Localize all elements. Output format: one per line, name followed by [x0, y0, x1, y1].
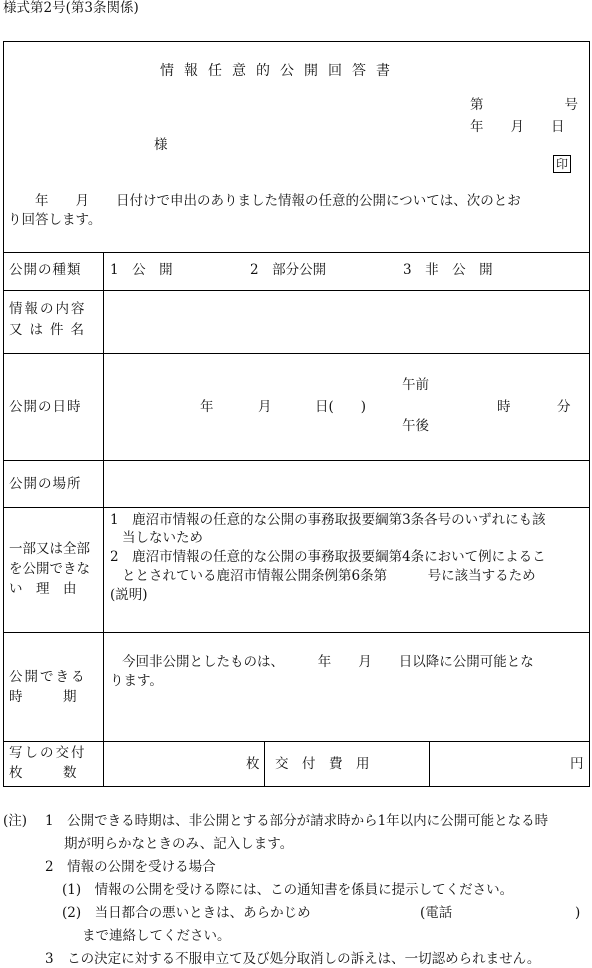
note-2-2-phone: (電話 — [420, 905, 453, 921]
note-3: 3 この決定に対する不服申立て及び処分取消しの訴えは、一切認められません。 — [45, 951, 541, 967]
reason-line1: 1 鹿沼市情報の任意的な公開の事務取扱要綱第3条各号のいずれにも該 — [110, 512, 546, 528]
row-label-datetime: 公開の日時 — [9, 399, 82, 415]
row-label-reason-1: 一部又は全部 — [9, 541, 90, 557]
row-label-place: 公開の場所 — [9, 476, 82, 492]
divider — [3, 353, 590, 354]
label-column-divider — [103, 252, 104, 787]
divider — [429, 741, 430, 787]
row-label-type: 公開の種類 — [9, 262, 82, 278]
divider — [3, 741, 590, 742]
document-title: 情報任意的公開回答書 — [160, 63, 400, 79]
row-label-content-2: 又は件名 — [9, 322, 91, 338]
reason-line3: 2 鹿沼市情報の任意的な公開の事務取扱要綱第4条において例によるこ — [110, 549, 546, 565]
note-2-2: (2) 当日都合の悪いときは、あらかじめ — [62, 905, 311, 921]
datetime-day: 日( ) — [315, 399, 367, 415]
note-2: 2 情報の公開を受ける場合 — [45, 859, 216, 875]
fee-label: 交 付 費 用 — [275, 756, 370, 772]
fee-unit: 円 — [570, 756, 584, 772]
note-2-2-close: ) — [575, 905, 581, 921]
reason-line2: 当しないため — [122, 530, 203, 546]
divider — [264, 741, 265, 787]
datetime-pm: 午後 — [402, 418, 429, 434]
type-option-full: 1 公 開 — [110, 262, 173, 278]
row-label-reason-3: い 理 由 — [9, 581, 77, 597]
document-number-line: 第 号 — [470, 97, 578, 113]
intro-text-line2: り回答します。 — [8, 212, 102, 228]
reason-explanation: (説明) — [110, 587, 148, 603]
datetime-month: 月 — [258, 399, 272, 415]
row-label-possible-2: 時 期 — [9, 689, 77, 705]
note-2-2-line2: まで連絡してください。 — [82, 928, 231, 944]
type-option-none: 3 非 公 開 — [403, 262, 493, 278]
reason-line4: ととされている鹿沼市情報公開条例第6条第 号に該当するため — [122, 568, 536, 584]
row-label-content-1: 情報の内容 — [9, 301, 87, 317]
document-date-line: 年 月 日 — [470, 119, 565, 135]
datetime-hour: 時 — [497, 399, 511, 415]
intro-text-line1: 年 月 日付けで申出のありました情報の任意的公開については、次のとお — [8, 193, 521, 209]
row-label-reason-2: を公開できな — [9, 561, 90, 577]
datetime-year: 年 — [200, 399, 214, 415]
type-option-partial: 2 部分公開 — [250, 262, 327, 278]
form-id: 様式第2号(第3条関係) — [3, 0, 139, 16]
divider — [3, 632, 590, 633]
note-2-1: (1) 情報の公開を受ける際には、この通知書を係員に提示してください。 — [62, 882, 514, 898]
divider — [3, 460, 590, 461]
recipient-suffix: 様 — [154, 137, 168, 153]
datetime-minute: 分 — [557, 399, 571, 415]
copies-unit: 枚 — [246, 756, 260, 772]
row-label-copies-2: 枚 数 — [9, 765, 77, 781]
note-1-line1: 1 公開できる時期は、非公開とする部分が請求時から1年以内に公開可能となる時 — [45, 813, 549, 829]
seal-mark: 印 — [553, 155, 571, 173]
divider — [3, 290, 590, 291]
note-1-line2: 期が明らかなときのみ、記入します。 — [64, 836, 294, 852]
notes-prefix: (注) — [3, 813, 28, 829]
divider — [3, 507, 590, 508]
divider — [3, 252, 590, 253]
row-label-possible-1: 公開できる — [9, 669, 87, 685]
possible-text-line1: 今回非公開としたものは、 年 月 日以降に公開可能とな — [122, 654, 534, 670]
datetime-am: 午前 — [402, 377, 429, 393]
row-label-copies-1: 写しの交付 — [9, 745, 87, 761]
possible-text-line2: ります。 — [110, 673, 163, 689]
